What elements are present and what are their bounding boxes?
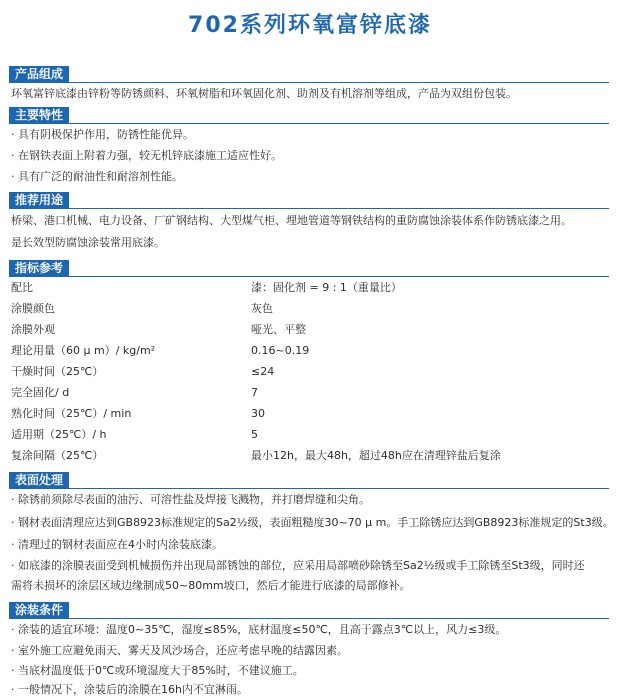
spec-key: 配比	[11, 281, 33, 294]
section-rule	[9, 276, 609, 277]
surface-line: 需将未损坏的涂层区域边缘制成50~80mm坡口，然后才能进行底漆的局部修补。	[11, 579, 411, 592]
condition-line: · 一般情况下，涂装后的涂膜在16h内不宜淋雨。	[11, 683, 248, 696]
spec-key: 涂膜外观	[11, 323, 55, 336]
surface-line: · 清理过的钢材表面应在4小时内涂装底漆。	[11, 538, 223, 551]
spec-value: 0.16~0.19	[251, 344, 310, 357]
spec-value: ≤24	[251, 365, 275, 378]
section-rule	[9, 123, 609, 124]
spec-value: 漆：固化剂 = 9 : 1（重量比）	[251, 281, 402, 294]
spec-value: 30	[251, 407, 265, 420]
feature-item: · 具有广泛的耐油性和耐溶剂性能。	[11, 170, 183, 183]
section-label-conditions: 涂装条件	[9, 602, 69, 618]
spec-value: 灰色	[251, 302, 273, 315]
section-rule	[9, 82, 609, 83]
spec-key: 复涂间隔（25℃）	[11, 449, 104, 462]
surface-line: · 如底漆的涂膜表面受到机械损伤并出现局部锈蚀的部位，应采用局部喷砂除锈至Sa2½级或手工除锈至St3级，同时还	[11, 559, 585, 572]
usage-line: 是长效型防腐蚀涂装常用底漆。	[11, 236, 165, 249]
condition-line: · 室外施工应避免雨天、雾天及风沙场合，还应考虑早晚的结露因素。	[11, 644, 348, 657]
spec-value: 7	[251, 386, 258, 399]
section-rule	[9, 488, 609, 489]
section-rule	[9, 618, 609, 619]
section-label-features: 主要特性	[9, 107, 69, 123]
feature-item: · 在钢铁表面上附着力强，较无机锌底漆施工适应性好。	[11, 149, 282, 162]
surface-line: · 钢材表面清理应达到GB8923标准规定的Sa2½级，表面粗糙度30~70 μ m。手工除锈应达到GB8923标准规定的St3级。	[11, 516, 614, 529]
usage-line: 桥梁、港口机械、电力设备、厂矿钢结构、大型煤气柜、埋地管道等钢铁结构的重防腐蚀涂装体系作防锈底漆之用。	[11, 214, 572, 227]
document-title: 702系列环氧富锌底漆	[188, 13, 432, 38]
composition-text: 环氧富锌底漆由锌粉等防锈颜料、环氧树脂和环氧固化剂、助剂及有机溶剂等组成，产品为双组份包装。	[11, 87, 517, 100]
spec-value: 哑光、平整	[251, 323, 306, 336]
spec-key: 理论用量（60 μ m）/ kg/m²	[11, 344, 156, 357]
spec-value: 5	[251, 428, 258, 441]
spec-value: 最小12h，最大48h，超过48h应在清理锌盐后复涂	[251, 449, 501, 462]
section-label-specs: 指标参考	[9, 260, 69, 276]
section-label-surface: 表面处理	[9, 472, 69, 488]
spec-key: 涂膜颜色	[11, 302, 55, 315]
section-label-composition: 产品组成	[9, 66, 69, 82]
spec-key: 干燥时间（25℃）	[11, 365, 104, 378]
condition-line: · 涂装的适宜环境：温度0~35℃，湿度≤85%，底材温度≤50℃，且高于露点3℃以上，风力≤3级。	[11, 623, 507, 636]
section-label-usage: 推荐用途	[9, 192, 69, 208]
surface-line: · 除锈前须除尽表面的油污、可溶性盐及焊接飞溅物，并打磨焊缝和尖角。	[11, 493, 370, 506]
condition-line: · 当底材温度低于0℃或环境湿度大于85%时，不建议施工。	[11, 664, 304, 677]
section-rule	[9, 208, 609, 209]
feature-item: · 具有阴极保护作用，防锈性能优异。	[11, 128, 194, 141]
spec-key: 适用期（25℃）/ h	[11, 428, 107, 441]
spec-key: 熟化时间（25℃）/ min	[11, 407, 132, 420]
spec-key: 完全固化/ d	[11, 386, 70, 399]
